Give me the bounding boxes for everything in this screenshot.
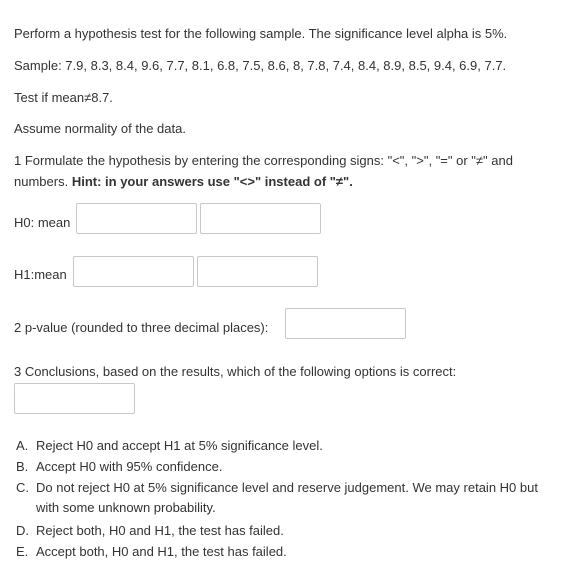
option-text: Accept both, H0 and H1, the test has failed.	[36, 544, 287, 559]
question-intro: Perform a hypothesis test for the following sample. The significance level alpha is 5%.	[14, 26, 508, 41]
h1-value-input[interactable]	[197, 256, 318, 287]
option-d	[16, 521, 552, 541]
option-e	[16, 542, 552, 562]
option-letter: A.	[16, 438, 29, 453]
option-text: Reject H0 and accept H1 at 5% significance level.	[36, 438, 323, 453]
option-letter: B.	[16, 459, 29, 474]
h0-value-input[interactable]	[200, 203, 321, 234]
h0-sign-input[interactable]	[76, 203, 197, 234]
conclusion-input[interactable]	[14, 383, 135, 414]
option-letter: C.	[16, 480, 29, 495]
test-statement: Test if mean≠8.7.	[14, 90, 113, 105]
part1-instructions: 1 Formulate the hypothesis by entering the corresponding signs: "<", ">", "=" or "≠" and numbers.	[14, 153, 513, 189]
p-value-label: 2 p-value (rounded to three decimal places):	[14, 320, 269, 335]
option-text: Accept H0 with 95% confidence.	[36, 459, 223, 474]
option-letter: E.	[16, 544, 29, 559]
conclusion-label: 3 Conclusions, based on the results, which of the following options is correct:	[14, 364, 457, 379]
option-b	[16, 457, 552, 477]
option-a	[16, 436, 552, 456]
option-text: Reject both, H0 and H1, the test has failed.	[36, 523, 284, 538]
option-text: Do not reject H0 at 5% significance level and reserve judgement. We may retain H0 but with some unknown probability.	[36, 480, 538, 515]
option-letter: D.	[16, 523, 29, 538]
h1-sign-input[interactable]	[73, 256, 194, 287]
part1-prompt	[14, 150, 554, 192]
h1-label: H1:mean	[14, 267, 67, 282]
option-c	[16, 478, 552, 518]
sample-data: Sample: 7.9, 8.3, 8.4, 9.6, 7.7, 8.1, 6.8, 7.5, 8.6, 8, 7.8, 7.4, 8.4, 8.9, 8.5, 9.4, 6.9, 7.7.	[14, 58, 507, 73]
p-value-input[interactable]	[285, 308, 406, 339]
part1-hint: Hint: in your answers use "<>" instead of "≠".	[71, 174, 353, 189]
h0-label: H0: mean	[14, 215, 71, 230]
normality-assumption: Assume normality of the data.	[14, 121, 186, 136]
